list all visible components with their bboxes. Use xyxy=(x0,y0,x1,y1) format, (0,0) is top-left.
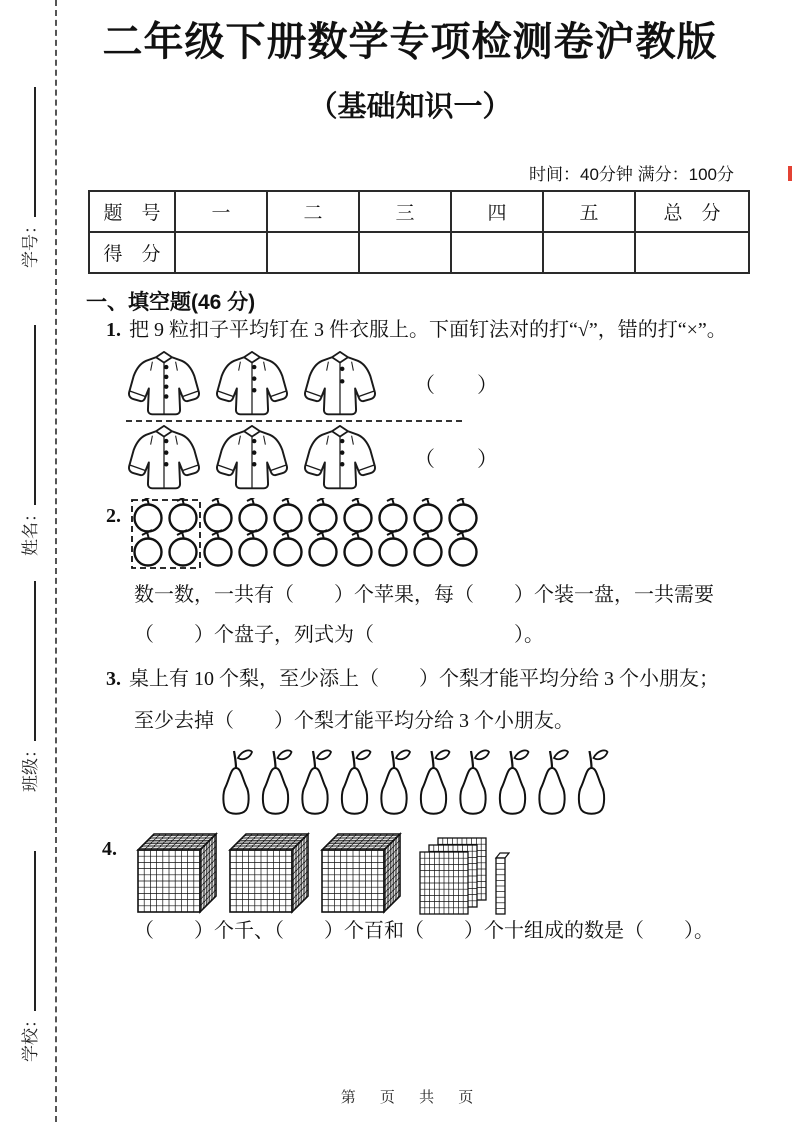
apple-icon xyxy=(415,530,442,566)
main-content xyxy=(60,0,760,1122)
pear-icon xyxy=(500,750,529,813)
score-table-header-cell: 一 xyxy=(175,191,267,232)
jacket-icon xyxy=(302,351,378,417)
answer-blank: （ ） xyxy=(414,447,498,471)
question-2-number: 2. xyxy=(106,505,121,527)
pear-icon xyxy=(342,750,371,813)
hundred-flat-icon xyxy=(420,852,468,914)
apple-icon xyxy=(205,498,232,532)
apple-icon xyxy=(450,530,477,566)
score-cell xyxy=(267,232,359,273)
score-table-header-cell: 三 xyxy=(359,191,451,232)
apple-icon xyxy=(135,498,162,532)
apple-icon xyxy=(310,498,337,532)
jacket-icon xyxy=(214,351,290,417)
apple-icon xyxy=(380,530,407,566)
apple-icon xyxy=(275,530,302,566)
apple-grid xyxy=(130,498,482,575)
pear-icon xyxy=(223,750,252,813)
base-ten-blocks-svg xyxy=(134,828,510,916)
question-2-line2: （ ）个盘子，列式为（ ）。 xyxy=(134,624,544,646)
pear-icon xyxy=(460,750,489,813)
apple-icon xyxy=(310,530,337,566)
pear-row-svg xyxy=(218,744,620,822)
jacket-icon xyxy=(302,425,378,491)
apple-icon xyxy=(240,530,267,566)
question-3-body: 桌上有 10 个梨，至少添上（ ）个梨才能平均分给 3 个小朋友； xyxy=(129,668,719,690)
pear-icon xyxy=(302,750,331,813)
sidebar-label-student-id: 学号： xyxy=(21,217,40,268)
question-4-number: 4. xyxy=(102,838,117,860)
question-3-number: 3. xyxy=(106,668,121,690)
pear-icon xyxy=(539,750,568,813)
score-cell xyxy=(451,232,543,273)
base-ten-blocks xyxy=(134,828,510,921)
thousand-cube-icon xyxy=(138,834,216,912)
apple-icon xyxy=(345,498,372,532)
sidebar-item-class xyxy=(16,581,41,792)
sidebar-item-student-id xyxy=(16,87,41,268)
jacket-icon xyxy=(126,425,202,491)
question-2-line1: 数一数，一共有（ ）个苹果，每（ ）个装一盘，一共需要 xyxy=(134,584,714,606)
apple-icon xyxy=(450,498,477,532)
exam-meta: 时间：40分钟 满分：100分 xyxy=(529,165,734,184)
question-1-body: 把 9 粒扣子平均钉在 3 件衣服上。下面钉法对的打“√”，错的打“×”。 xyxy=(129,319,727,341)
red-edge-mark xyxy=(788,166,792,181)
sidebar-label-student-name: 姓名： xyxy=(21,505,40,556)
pear-icon xyxy=(381,750,410,813)
question-3-line1 xyxy=(106,666,719,692)
apple-icon xyxy=(415,498,442,532)
sidebar-label-class: 班级： xyxy=(21,741,40,792)
jacket-icon xyxy=(214,425,290,491)
question-1-number: 1. xyxy=(106,319,121,341)
pear-icon xyxy=(421,750,450,813)
score-table-header-cell: 总 分 xyxy=(635,191,749,232)
apple-icon xyxy=(275,498,302,532)
sidebar-item-student-name xyxy=(16,325,41,556)
score-table-row-label: 得 分 xyxy=(89,232,175,273)
jacket-figure xyxy=(126,350,546,492)
pear-icon xyxy=(579,750,608,813)
apple-icon xyxy=(240,498,267,532)
score-table-header-cell: 二 xyxy=(267,191,359,232)
write-line xyxy=(20,325,36,505)
apple-icon xyxy=(170,530,197,566)
exam-title: 二年级下册数学专项检测卷沪教版 xyxy=(102,20,718,64)
question-1-text xyxy=(106,317,727,343)
write-line xyxy=(20,581,36,741)
write-line xyxy=(20,851,36,1011)
score-table-header-cell: 五 xyxy=(543,191,635,232)
jacket-icon xyxy=(126,351,202,417)
cut-line xyxy=(55,0,57,1122)
jacket-row xyxy=(126,424,546,492)
section-heading: 一、填空题(46 分) xyxy=(86,291,256,314)
thousand-cube-icon xyxy=(230,834,308,912)
apple-icon xyxy=(380,498,407,532)
apple-icon xyxy=(170,498,197,532)
pear-icon xyxy=(263,750,292,813)
sidebar-item-school xyxy=(16,851,41,1062)
exam-subtitle: （基础知识一） xyxy=(308,91,512,123)
jacket-row xyxy=(126,350,546,418)
write-line xyxy=(20,87,36,217)
dashed-divider xyxy=(126,420,462,422)
apple-grid-svg xyxy=(130,498,482,570)
ten-rod-icon xyxy=(496,853,509,914)
score-table xyxy=(88,190,750,274)
apple-icon xyxy=(205,530,232,566)
answer-blank: （ ） xyxy=(414,373,498,397)
pear-row xyxy=(218,744,620,827)
score-table-header-label: 题 号 xyxy=(89,191,175,232)
score-cell xyxy=(359,232,451,273)
thousand-cube-icon xyxy=(322,834,400,912)
question-4-text: （ ）个千、（ ）个百和（ ）个十组成的数是（ ）。 xyxy=(134,920,714,942)
question-3-line2: 至少去掉（ ）个梨才能平均分给 3 个小朋友。 xyxy=(134,710,574,732)
apple-icon xyxy=(135,530,162,566)
page-footer: 第 页 共 页 xyxy=(340,1089,480,1106)
score-cell xyxy=(543,232,635,273)
apple-icon xyxy=(345,530,372,566)
score-cell xyxy=(635,232,749,273)
score-cell xyxy=(175,232,267,273)
sidebar-label-school: 学校： xyxy=(21,1011,40,1062)
score-table-header-cell: 四 xyxy=(451,191,543,232)
